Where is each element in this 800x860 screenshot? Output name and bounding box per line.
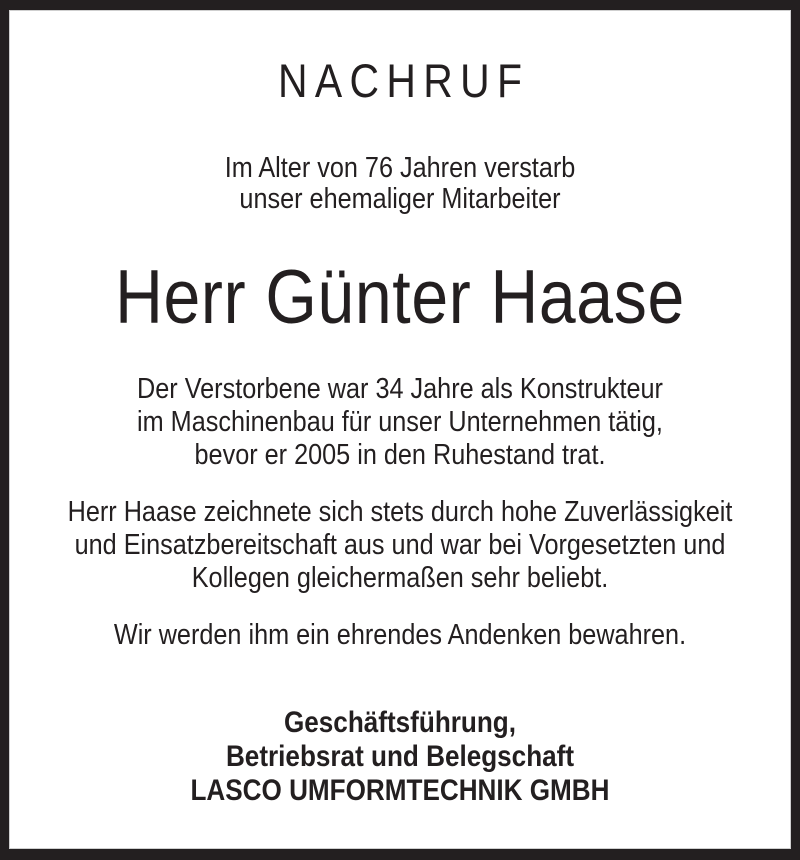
character-paragraph-line: und Einsatzbereitschaft aus und war bei Vorgesetzten und xyxy=(74,529,726,561)
remembrance-line: Wir werden ihm ein ehrendes Andenken bewahren. xyxy=(113,619,687,651)
signature-management: Geschäftsführung, xyxy=(283,706,517,739)
intro-line: Im Alter von 76 Jahren verstarb xyxy=(224,152,576,184)
notice-title: NACHRUF xyxy=(277,54,530,107)
character-paragraph-line: Herr Haase zeichnete sich stets durch hohe Zuverlässigkeit xyxy=(67,496,733,528)
character-paragraph xyxy=(60,496,740,595)
notice-content xyxy=(60,55,740,860)
intro-text xyxy=(60,153,740,215)
intro-line: unser ehemaliger Mitarbeiter xyxy=(239,183,561,215)
signature-block xyxy=(60,706,740,808)
service-paragraph-line: Der Verstorbene war 34 Jahre als Konstrukteur xyxy=(137,373,663,405)
signature-company: LASCO UMFORMTECHNIK GMBH xyxy=(190,774,610,807)
service-paragraph-line: bevor er 2005 in den Ruhestand trat. xyxy=(194,439,606,471)
deceased-name: Herr Günter Haase xyxy=(115,255,685,340)
service-paragraph-line: im Maschinenbau für unser Unternehmen tätig, xyxy=(137,406,663,438)
signature-works-council: Betriebsrat und Belegschaft xyxy=(225,740,575,773)
service-paragraph xyxy=(60,373,740,472)
character-paragraph-line: Kollegen gleichermaßen sehr beliebt. xyxy=(191,562,609,594)
